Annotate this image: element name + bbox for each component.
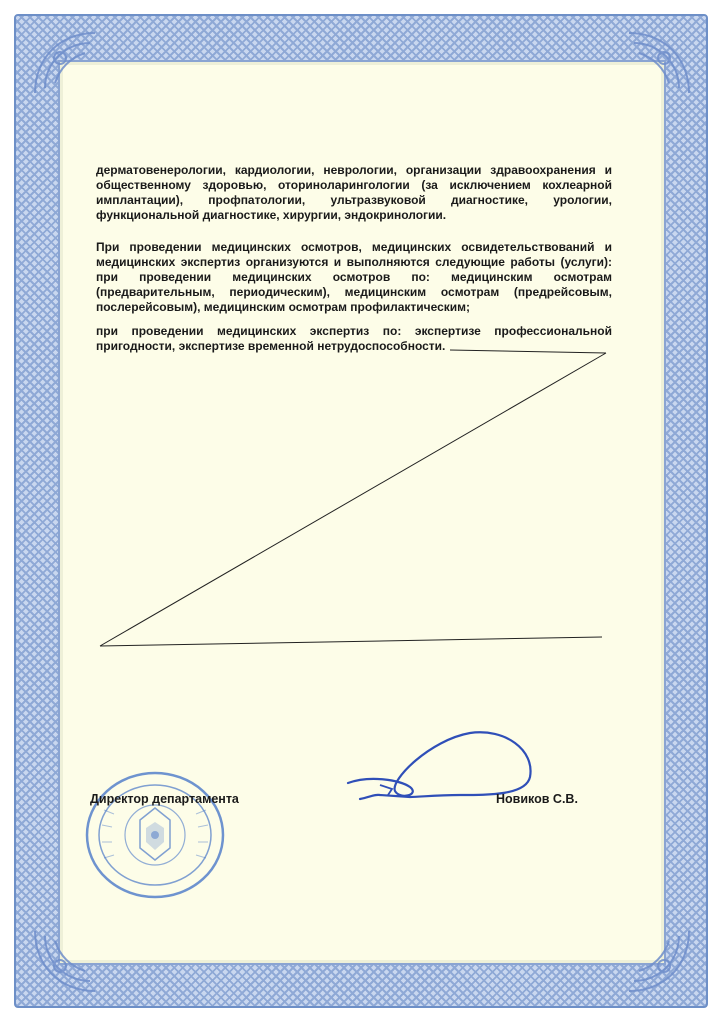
paragraph-expertises: при проведении медицинских экспертиз по: экспертизе профессиональной пригодности, экспертизе временной нетрудоспособности. xyxy=(96,324,612,353)
director-title: Директор департамента xyxy=(90,792,239,806)
z-line-bottom xyxy=(100,637,602,646)
official-seal xyxy=(84,770,226,900)
z-line-diagonal xyxy=(100,353,606,646)
z-line-top xyxy=(450,350,606,353)
director-name: Новиков С.В. xyxy=(496,792,578,806)
paragraph-medical-examinations: При проведении медицинских осмотров, медицинских освидетельствований и медицинских экспертиз организуются и выполняются следующие работы (услуги): при проведении медицинских осмотров по: медицинским осмотрам (предварительным, периодическим), медицинским осмотрам (предрейсовым, послерейсовым), медицинским осмотрам профилактическим; xyxy=(96,240,612,314)
paragraph-specialties: дерматовенерологии, кардиологии, неврологии, организации здравоохранения и общественному здоровью, оториноларингологии (за исключением кохлеарной имплантации), профпатологии, ультразвуковой диагностике, урологии, функциональной диагностике, хирургии, эндокринологии. xyxy=(96,163,612,222)
